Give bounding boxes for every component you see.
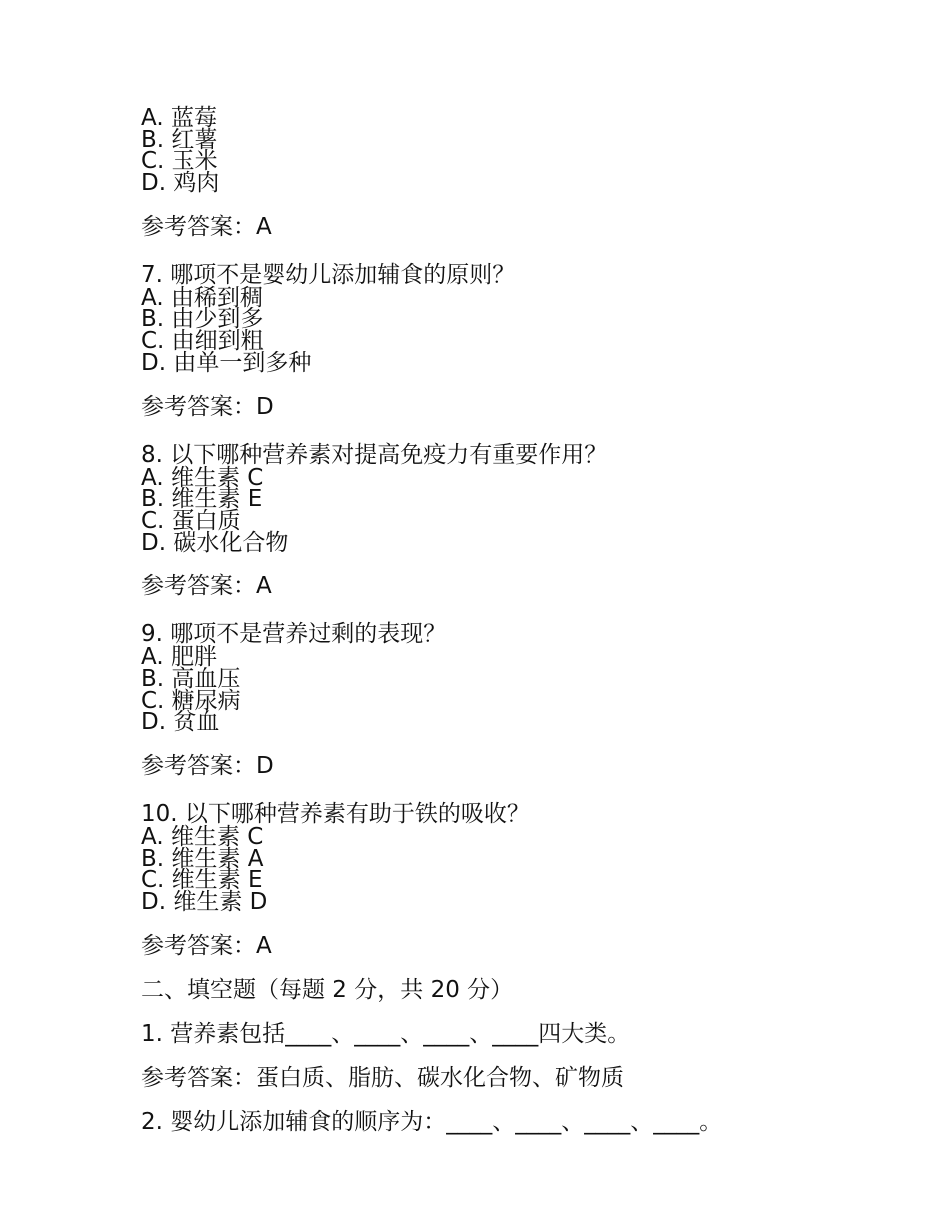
option-d: D. 碳水化合物 xyxy=(141,529,289,556)
fill-question-1-answer: 参考答案：蛋白质、脂肪、碳水化合物、矿物质 xyxy=(141,1064,624,1091)
question-9-title: 9. 哪项不是营养过剩的表现？ xyxy=(141,621,447,648)
option-b: B. 红薯 xyxy=(141,126,218,153)
option-b: B. 维生素 E xyxy=(141,486,263,513)
option-c: C. 糖尿病 xyxy=(141,687,241,714)
question-8-options xyxy=(141,464,861,556)
option-a: A. 维生素 C xyxy=(141,464,264,491)
option-c: C. 由细到粗 xyxy=(141,328,264,355)
option-b: B. 维生素 A xyxy=(141,845,264,872)
option-d: D. 维生素 D xyxy=(141,889,268,916)
option-d: D. 贫血 xyxy=(141,709,220,736)
question-10-title: 10. 以下哪种营养素有助于铁的吸收？ xyxy=(141,801,530,827)
question-7-options xyxy=(141,284,861,376)
question-8-answer: 参考答案：A xyxy=(141,573,272,600)
fill-question-1: 1. 营养素包括____、____、____、____四大类。 xyxy=(141,1020,631,1047)
option-b: B. 由少到多 xyxy=(141,306,264,333)
option-c: C. 蛋白质 xyxy=(141,507,241,534)
option-a: A. 蓝莓 xyxy=(141,105,217,131)
question-7-answer: 参考答案：D xyxy=(141,393,274,420)
option-c: C. 维生素 E xyxy=(141,867,263,894)
fill-question-2: 2. 婴幼儿添加辅食的顺序为：____、____、____、____。 xyxy=(141,1108,723,1135)
option-b: B. 高血压 xyxy=(141,665,241,692)
question-8-title: 8. 以下哪种营养素对提高免疫力有重要作用？ xyxy=(141,441,608,468)
section-2-heading: 二、填空题（每题 2 分，共 20 分） xyxy=(141,976,514,1003)
question-6-answer: 参考答案：A xyxy=(141,213,272,240)
option-a: A. 由稀到稠 xyxy=(141,284,263,311)
question-10-options xyxy=(141,824,861,916)
document-page xyxy=(141,105,861,1135)
option-d: D. 由单一到多种 xyxy=(141,349,312,376)
option-a: A. 肥胖 xyxy=(141,644,217,671)
option-d: D. 鸡肉 xyxy=(141,170,220,197)
question-9-answer: 参考答案：D xyxy=(141,753,274,779)
question-6-options xyxy=(141,105,861,197)
option-c: C. 玉米 xyxy=(141,148,218,175)
question-7-title: 7. 哪项不是婴幼儿添加辅食的原则？ xyxy=(141,261,516,288)
question-9-options xyxy=(141,644,861,736)
option-a: A. 维生素 C xyxy=(141,824,264,850)
question-10-answer: 参考答案：A xyxy=(141,932,272,959)
